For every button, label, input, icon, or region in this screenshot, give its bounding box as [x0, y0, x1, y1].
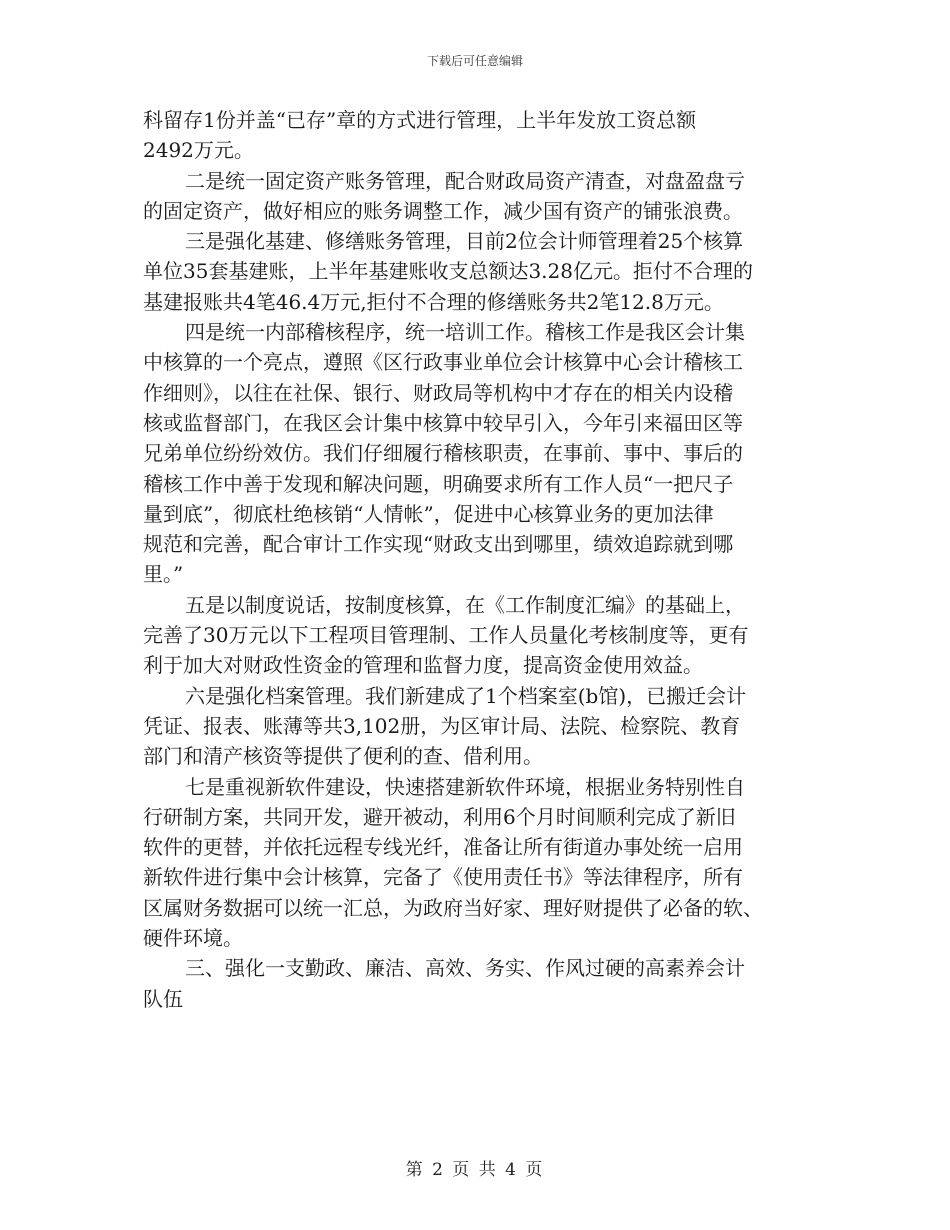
page-footer: 第 2 页 共 4 页: [405, 1160, 545, 1180]
paragraph-infrastructure: 三是强化基建、修缮账务管理，目前2位会计师管理着25个核算 单位35套基建账，上半年基建账收支总额达3.28亿元。拒付不合理的 基建报账共4笔46.4万元,拒付不合理的修缮账务共2笔12.8万元。: [143, 229, 753, 314]
document-body: [143, 105, 811, 1014]
section-heading-team: 三、强化一支勤政、廉洁、高效、务实、作风过硬的高素养会计 队伍: [143, 956, 745, 1011]
paragraph-archives: 六是强化档案管理。我们新建成了1个档案室(b馆)，已搬迁会计 凭证、报表、账薄等共3,102册，为区审计局、法院、检察院、教育 部门和清产核资等提供了便利的查、借利用。: [143, 683, 747, 769]
paragraph-audit: 四是统一内部稽核程序，统一培训工作。稽核工作是我区会计集 中核算的一个亮点，遵照《区行政事业单位会计核算中心会计稽核工 作细则》，以往在社保、银行、财政局等机构中才存在的相关内设稽 核或监督部门，在我区会计集中核算中较早引入，今年引来福田区等 兄弟单位纷纷效仿。我们仔细履行稽核职责，在事前、事中、事后的 稽核工作中善于发现和解决问题，明确要求所有工作人员“一把尺子 量到底”，彻底杜绝核销“人情帐”，促进中心核算业务的更加法律 规范和完善，配合审计工作实现“财政支出到哪里，绩效追踪就到哪 里。”: [143, 320, 745, 587]
paragraph-fixed-assets: 二是统一固定资产账务管理，配合财政局资产清查，对盘盈盘亏 的固定资产，做好相应的账务调整工作，减少国有资产的铺张浪费。: [143, 168, 745, 223]
paragraph-regulations: 五是以制度说话，按制度核算，在《工作制度汇编》的基础上， 完善了30万元以下工程项目管理制、工作人员量化考核制度等，更有 利于加大对财政性资金的管理和监督力度，提高资金使用效益。: [143, 592, 749, 678]
paragraph-software: 七是重视新软件建设，快速搭建新软件环境，根据业务特别性自 行研制方案，共同开发，避开被动，利用6个月时间顺利完成了新旧 软件的更替，并依托远程专线光纤，准备让所有街道办事处统一启用 新软件进行集中会计核算，完备了《使用责任书》等法律程序，所有 区属财务数据可以统一汇总，为政府当好家、理好财提供了必备的软、 硬件环境。: [143, 774, 763, 951]
paragraph-continuation: 科留存1份并盖“已存”章的方式进行管理，上半年发放工资总额 2492万元。: [143, 108, 697, 163]
page-header: 下载后可任意编辑: [426, 54, 523, 68]
